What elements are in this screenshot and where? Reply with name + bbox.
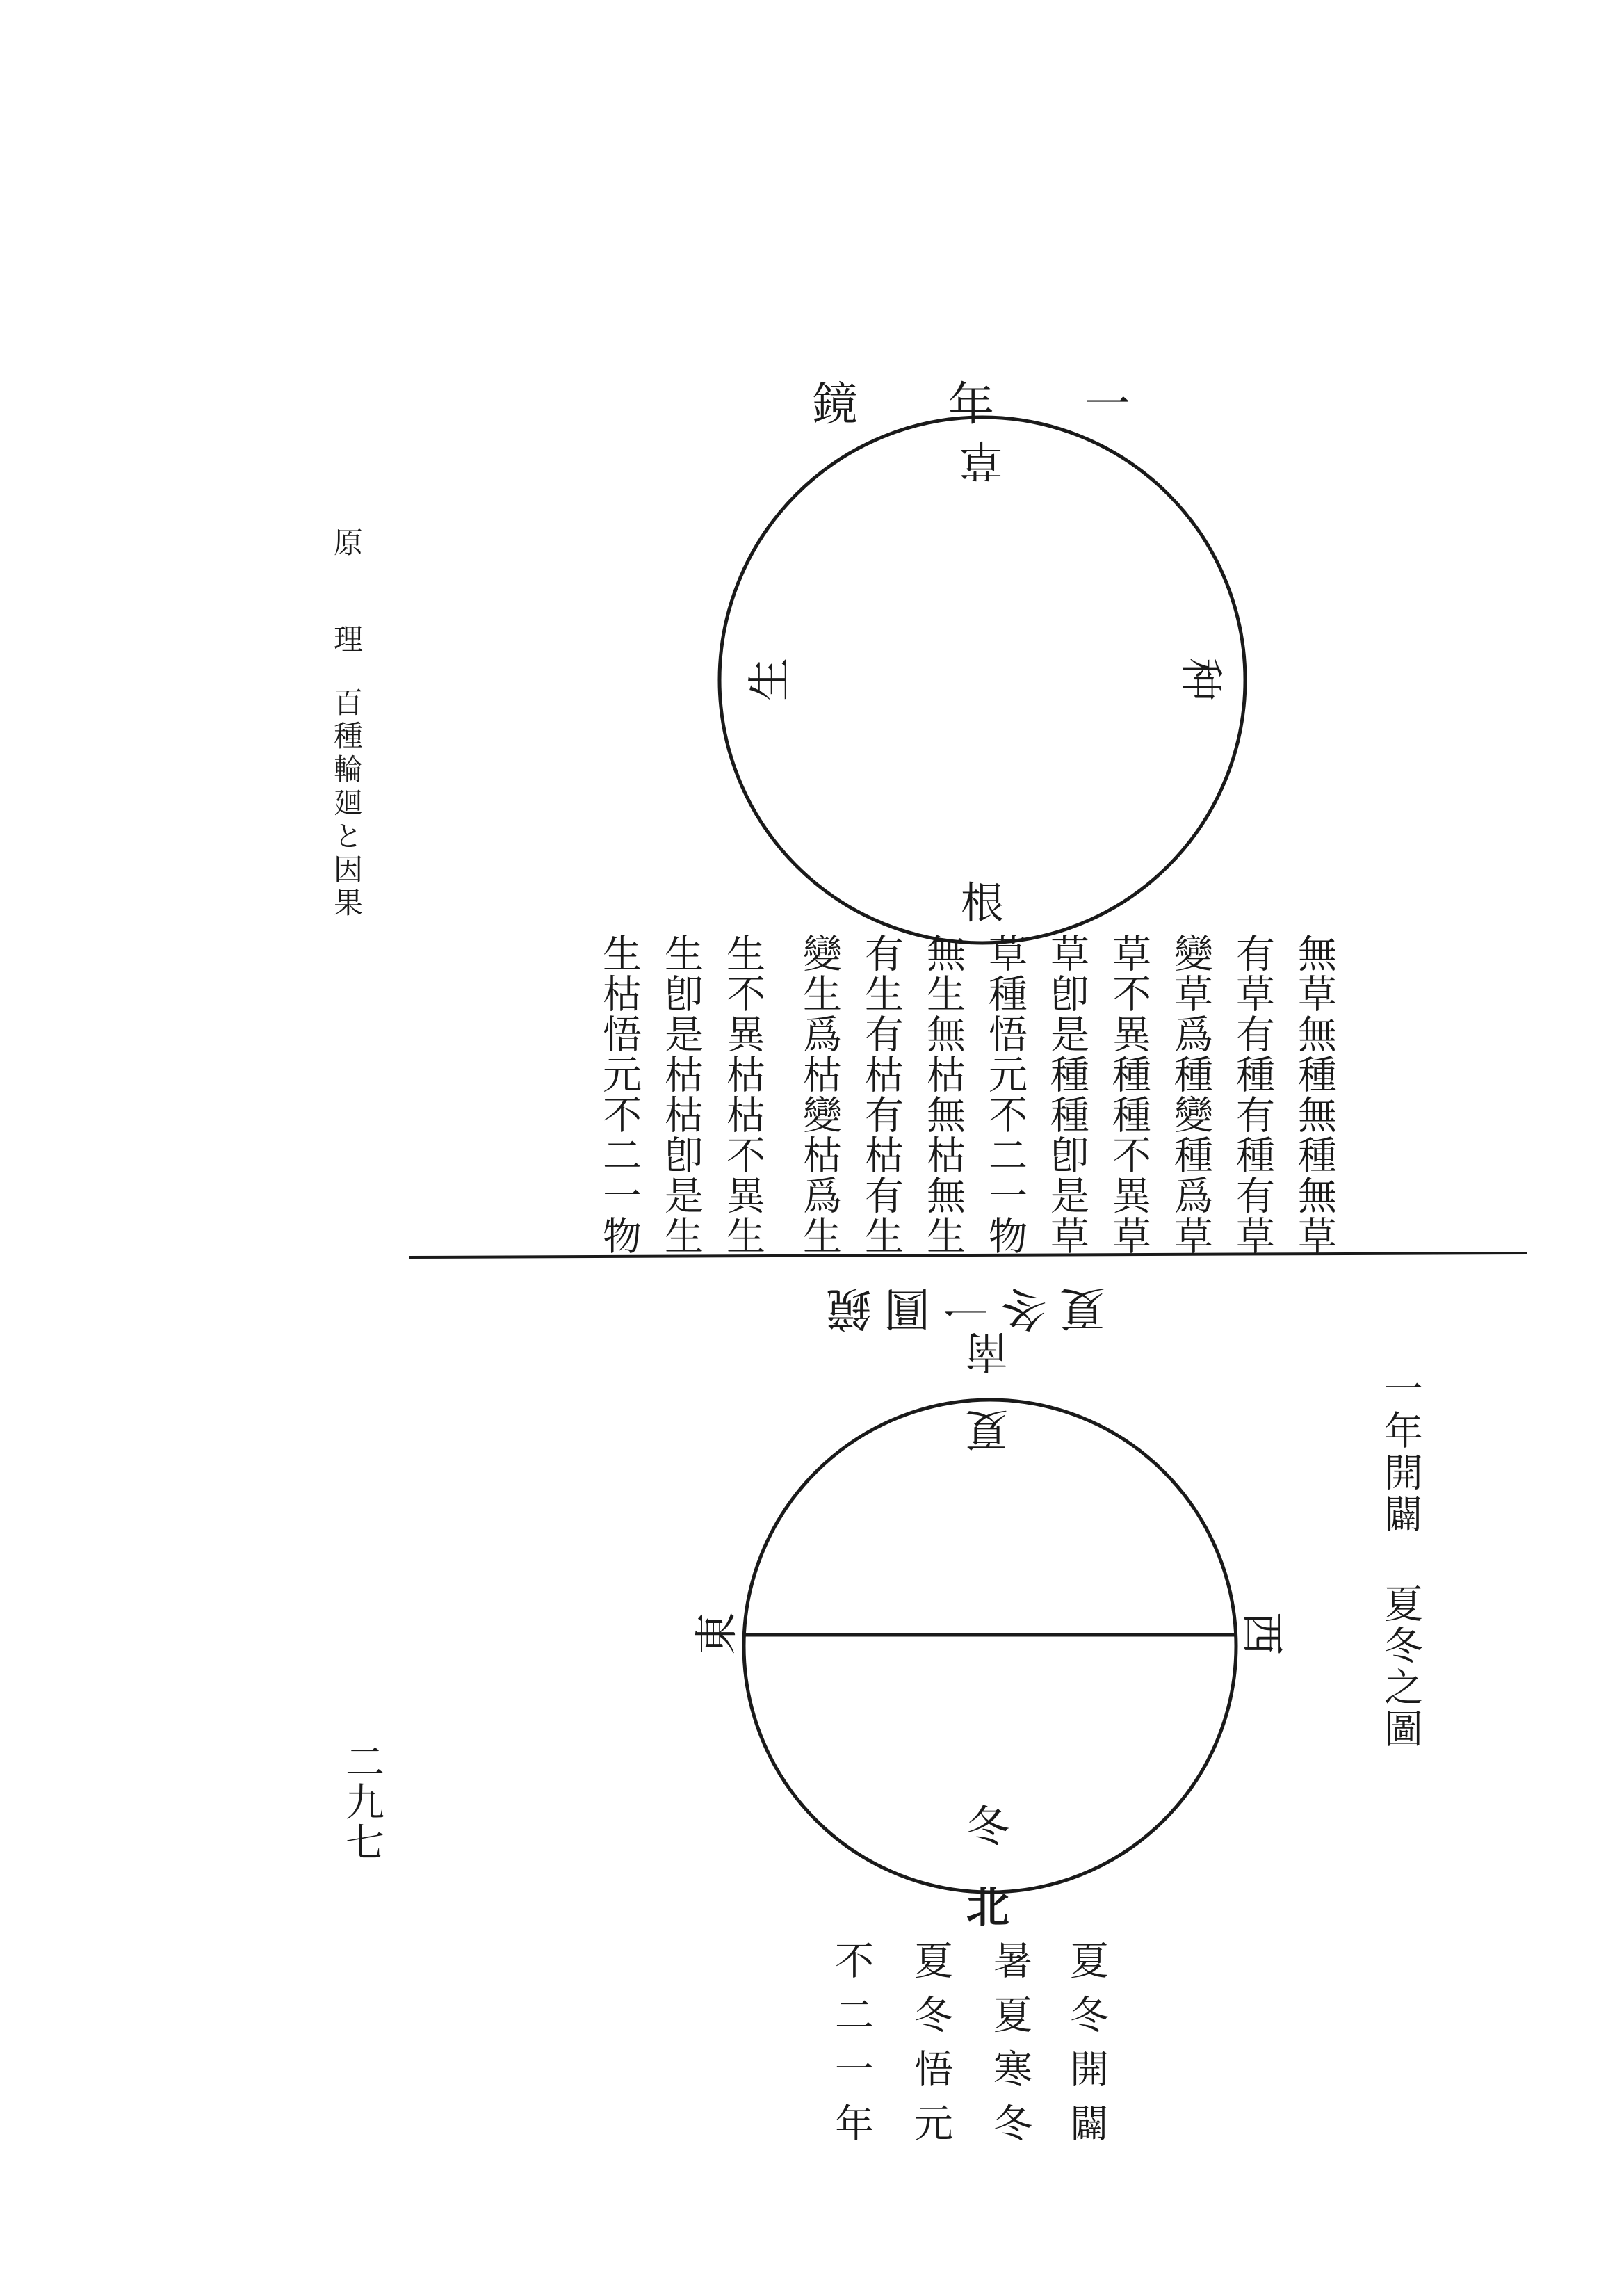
figure1-verse-line: 有生有枯有枯有生 <box>859 933 904 1256</box>
figure2-west-label: 西 <box>1237 1611 1288 1656</box>
figure2-south-label: 南 <box>965 1326 1009 1377</box>
running-header-chapter: 百種輪廻と因果 <box>330 687 364 921</box>
one-year-mirror-circle <box>720 417 1245 943</box>
figure2-verse-line: 不二一年 <box>829 1940 874 2157</box>
figure2-verse-line: 夏冬開闢 <box>1064 1940 1109 2157</box>
figure1-verse-line: 生卽是枯枯卽是生 <box>658 933 704 1256</box>
figure1-top-label: 草 <box>959 435 1003 485</box>
figure2-top-inner-label: 夏 <box>965 1404 1009 1455</box>
figure2-verse-line: 暑夏寒冬 <box>987 1940 1032 2157</box>
figure2-verse-line: 夏冬悟元 <box>908 1940 953 2157</box>
figure1-verse-line: 草種悟元不二一物 <box>982 933 1028 1256</box>
figure1-verse-line: 變生爲枯變枯爲生 <box>797 933 842 1256</box>
figure1-right-label: 种 <box>1176 657 1227 702</box>
figure1-left-label: 生 <box>744 657 795 702</box>
running-header-char-2: 理 <box>330 624 364 657</box>
running-header-char-1: 原 <box>330 527 364 560</box>
running-header-section <box>325 527 367 657</box>
figure1-verse-line: 變草爲種變種爲草 <box>1168 933 1213 1256</box>
figure2-east-label: 東 <box>691 1611 742 1656</box>
figure1-title-char-2-wrap <box>948 367 994 433</box>
figure1-title-char-2: 年 <box>948 378 994 431</box>
figure1-title-char-3: 一 <box>1085 378 1130 431</box>
page-number: 二九七 <box>339 1741 384 1862</box>
figure2-bottom-inner-label: 冬 <box>966 1801 1010 1852</box>
figure1-verse-line: 有草有種有種有草 <box>1230 933 1275 1256</box>
section-divider <box>409 1253 1527 1257</box>
figure1-verse-line: 無生無枯無枯無生 <box>920 933 966 1256</box>
figure1-bottom-label: 根 <box>961 878 1005 928</box>
figure1-title <box>812 367 858 433</box>
figure1-title-char-1: 鏡 <box>812 378 858 431</box>
figure1-verse-line: 生不異枯枯不異生 <box>720 933 765 1256</box>
figure1-verse-line: 生枯悟元不二一物 <box>596 933 642 1256</box>
figure1-verse-line: 草卽是種種卽是草 <box>1044 933 1089 1256</box>
figure1-title-char-3-wrap <box>1085 367 1130 433</box>
figure1-verse-line: 無草無種無種無草 <box>1292 933 1337 1256</box>
figure2-north-label: 北 <box>966 1882 1010 1932</box>
figure2-title: 夏冬一圓鏡 <box>813 1282 1105 1335</box>
figure2-caption: 一年開闢 夏冬之圖 <box>1378 1369 1423 1750</box>
figure1-verse-line: 草不異種種不異草 <box>1106 933 1151 1256</box>
